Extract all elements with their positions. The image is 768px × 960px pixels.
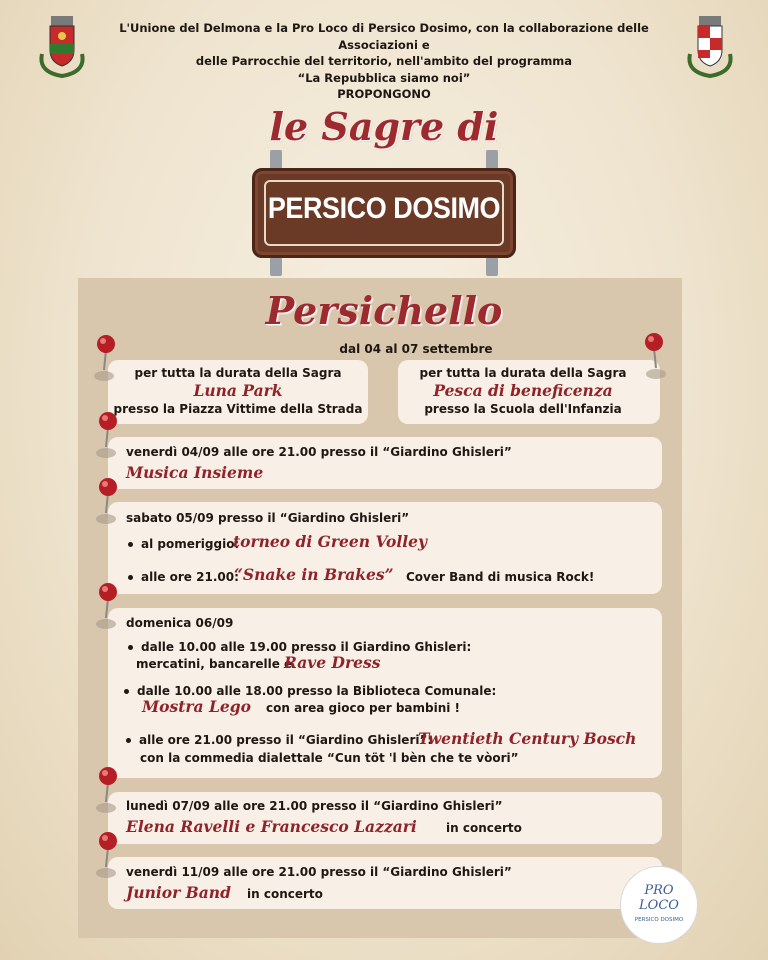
bullet (128, 575, 133, 580)
event-sun-head: domenica 06/09 (126, 616, 234, 630)
event-sun-bullet-2 (124, 684, 496, 698)
event-sun-b3-line1: alle ore 21.00 presso il “Giardino Ghisleri”: (139, 733, 433, 747)
municipal-crest-right (684, 14, 736, 78)
event-mon-post: in concerto (446, 821, 522, 835)
header-line-4: PROPONGONO (337, 87, 431, 101)
push-pin-icon (92, 409, 122, 459)
event-sat-b2-name: “Snake in Brakes” (234, 565, 394, 584)
event-sun-bullet-1 (128, 640, 471, 654)
event-sat-b2-pre: alle ore 21.00: (141, 570, 239, 584)
event-sun-b1-line2: mercatini, bancarelle e (136, 657, 293, 671)
bullet (124, 689, 129, 694)
attraction-1-pre: per tutta la durata della Sagra (134, 366, 342, 380)
attraction-2-name: Pesca di beneficenza (433, 381, 613, 400)
push-pin-icon (90, 332, 120, 382)
push-pin-icon (92, 764, 122, 814)
header-line-2: delle Parrocchie del territorio, nell'ambito del programma (195, 54, 573, 68)
attraction-1-place: presso la Piazza Vittime della Strada (113, 402, 363, 416)
event-fri-11-name: Junior Band (126, 883, 231, 902)
event-fri-11-head: venerdì 11/09 alle ore 21.00 presso il “Giardino Ghisleri” (126, 865, 512, 879)
event-sun-b1-name: Rave Dress (284, 653, 381, 672)
event-sun-b2-name: Mostra Lego (142, 697, 251, 716)
attraction-1-name: Luna Park (193, 381, 283, 400)
attraction-2-pre: per tutta la durata della Sagra (419, 366, 627, 380)
attraction-2-place: presso la Scuola dell'Infanzia (424, 402, 622, 416)
bullet (128, 645, 133, 650)
event-fri-04-name: Musica Insieme (126, 463, 264, 482)
event-sat-b1-pre: al pomeriggio: (141, 537, 240, 551)
event-sun-b1-line1: dalle 10.00 alle 19.00 presso il Giardino Ghisleri: (141, 640, 472, 654)
sign-title: PERSICO DOSIMO (267, 192, 501, 225)
logo-line-2: LOCO (639, 898, 679, 913)
event-sat-head: sabato 05/09 presso il “Giardino Ghisleri” (126, 511, 410, 525)
push-pin-icon (92, 475, 122, 525)
bullet (126, 738, 131, 743)
event-sat-b1-name: torneo di Green Volley (233, 532, 428, 551)
event-sat-bullet-1 (128, 537, 239, 551)
header-line-1: L'Unione del Delmona e la Pro Loco di Persico Dosimo, con la collaborazione delle Associazioni e (119, 21, 649, 52)
push-pin-icon (640, 330, 670, 380)
event-sun-b2-line1: dalle 10.00 alle 18.00 presso la Biblioteca Comunale: (137, 684, 497, 698)
bullet (128, 542, 133, 547)
festival-dates: dal 04 al 07 settembre (339, 342, 493, 356)
event-sun-b2-post: con area gioco per bambini ! (266, 701, 461, 715)
event-mon-name: Elena Ravelli e Francesco Lazzari (126, 817, 417, 836)
event-sun-b3-line2: con la commedia dialettale “Cun töt 'l bèn che te vòori” (140, 751, 519, 765)
event-sat-b2-post: Cover Band di musica Rock! (406, 570, 595, 584)
logo-line-1: PRO (644, 883, 674, 898)
event-fri-11-post: in concerto (247, 887, 323, 901)
header-text (100, 20, 668, 103)
push-pin-icon (92, 580, 122, 630)
script-title: le Sagre di (269, 104, 499, 149)
festival-name: Persichello (265, 288, 503, 333)
pro-loco-logo (620, 866, 698, 944)
logo-line-3: PERSICO DOSIMO (634, 917, 684, 923)
push-pin-icon (92, 829, 122, 879)
event-sat-bullet-2 (128, 570, 239, 584)
event-fri-04-head: venerdì 04/09 alle ore 21.00 presso il “Giardino Ghisleri” (126, 445, 512, 459)
event-sun-b3-name: Twentieth Century Bosch (418, 729, 637, 748)
event-mon-head: lunedì 07/09 alle ore 21.00 presso il “Giardino Ghisleri” (126, 799, 503, 813)
event-sun-bullet-3 (126, 733, 432, 747)
municipal-crest-left (36, 14, 88, 78)
header-line-3: “La Repubblica siamo noi” (297, 70, 471, 85)
